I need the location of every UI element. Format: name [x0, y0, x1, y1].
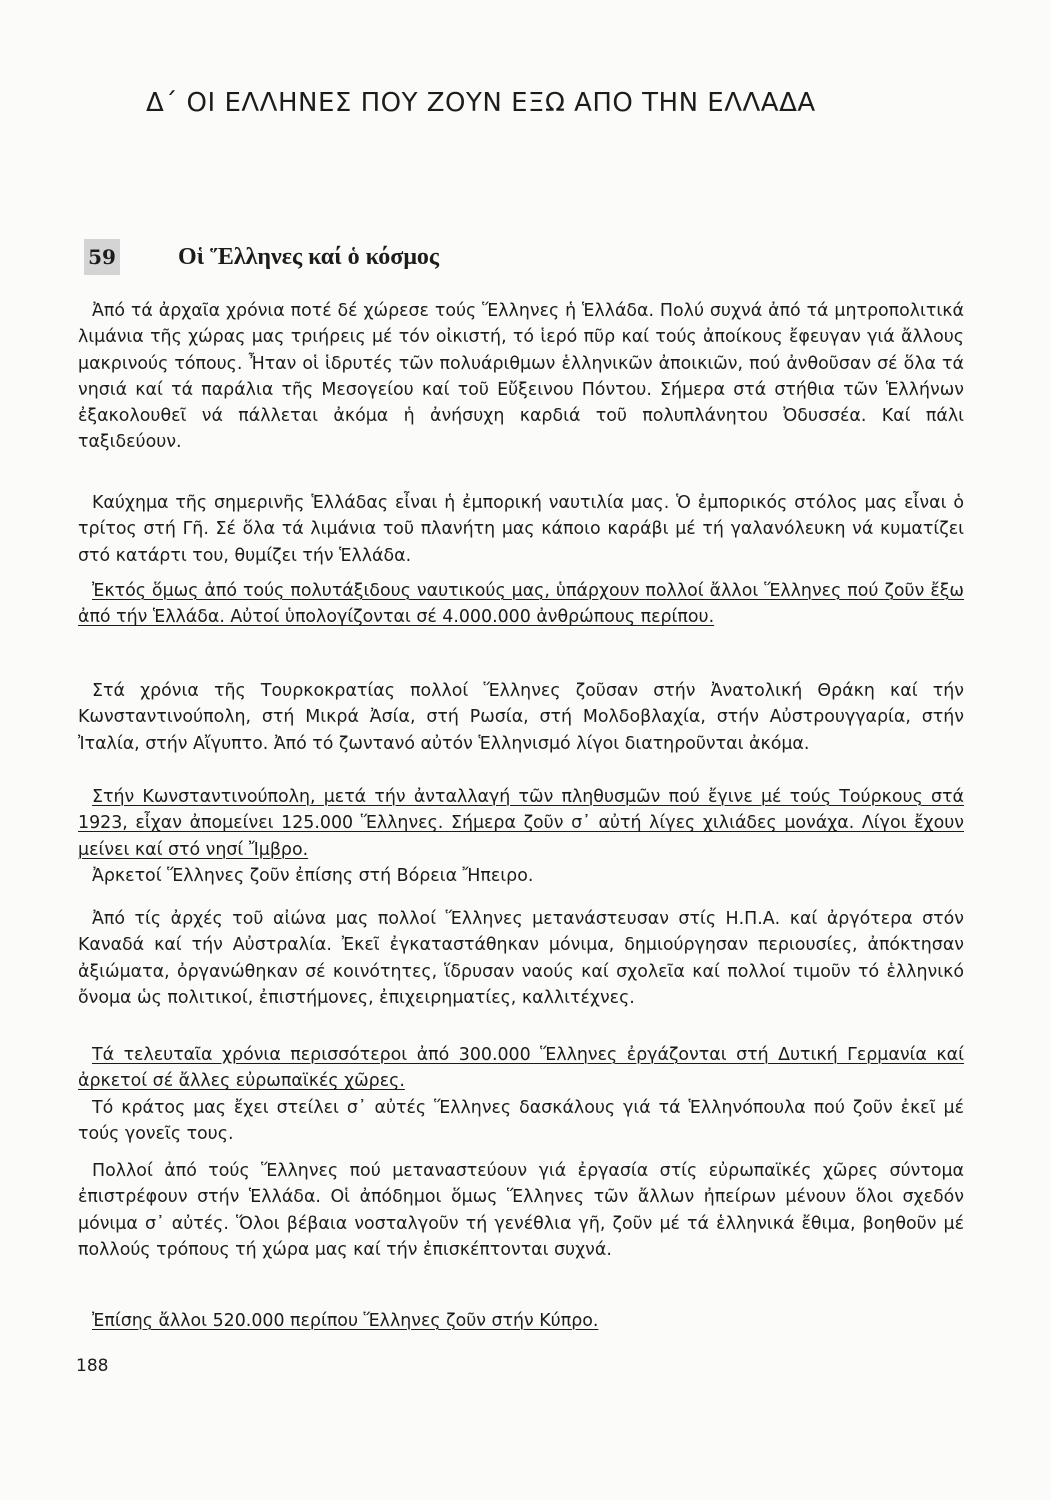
paragraph-greeks-abroad: Ἐκτός ὅμως ἀπό τούς πολυτάξιδους ναυτικούς μας, ὑπάρχουν πολλοί ἄλλοι Ἕλληνες πού ζοῦν ἔξω ἀπό τήν Ἑλλάδα. Αὐτοί ὑπολογίζονται σέ 4.000.000 ἀνθρώπους περίπου. [78, 581, 964, 628]
paragraph-constantinople: Στήν Κωνσταντινούπολη, μετά τήν ἀνταλλαγή τῶν πληθυσμῶν πού ἔγινε μέ τούς Τούρκους στά 1923, εἶχαν ἀπομείνει 125.000 Ἕλληνες. Σήμερα ζοῦν σ᾽ αὐτή λίγες χιλιάδες μονάχα. Λίγοι ἔχουν μείνει καί στό νησί Ἴμβρο. [78, 787, 964, 860]
paragraph-overseas-emigration: Ἀπό τίς ἀρχές τοῦ αἰώνα μας πολλοί Ἕλληνες μετανάστευσαν στίς Η.Π.Α. καί ἀργότερα στόν Καναδά καί τήν Αὐστραλία. Ἐκεῖ ἐγκαταστάθηκαν μόνιμα, δημιούργησαν περιουσίες, ἀπόκτησαν ἀξιώματα, ὀργανώθηκαν σέ κοινότητες, ἵδρυσαν ναούς καί σχολεῖα καί πολλοί τιμοῦν τό ἑλληνικό ὄνομα ὡς πολιτικοί, ἐπιστήμονες, ἐπιχειρηματίες, καλλιτέχνες. [78, 909, 964, 1008]
page-number: 188 [76, 1356, 109, 1376]
lesson-number-badge: 59 [84, 239, 120, 275]
lesson-title: Οἱ Ἕλληνες καί ὁ κόσμος [178, 243, 440, 270]
paragraph-northern-epirus: Ἀρκετοί Ἕλληνες ζοῦν ἐπίσης στή Βόρεια Ἤπειρο. [92, 866, 534, 886]
paragraph-teachers: Τό κράτος μας ἔχει στείλει σ᾽ αὐτές Ἕλληνες δασκάλους γιά τά Ἑλληνόπουλα πού ζοῦν ἐκεῖ μέ τούς γονεῖς τους. [78, 1098, 964, 1145]
paragraph-cyprus: Ἐπίσης ἄλλοι 520.000 περίπου Ἕλληνες ζοῦν στήν Κύπρο. [92, 1311, 599, 1331]
paragraph-ottoman-era: Στά χρόνια τῆς Τουρκοκρατίας πολλοί Ἕλληνες ζοῦσαν στήν Ἀνατολική Θράκη καί τήν Κωνσταντινούπολη, στή Μικρά Ἀσία, στή Ρωσία, στή Μολδοβλαχία, στήν Αὐστρουγγαρία, στήν Ἰταλία, στήν Αἴγυπτο. Ἀπό τό ζωντανό αὐτόν Ἑλληνισμό λίγοι διατηροῦνται ἀκόμα. [78, 681, 964, 754]
chapter-title: Δ΄ ΟΙ ΕΛΛΗΝΕΣ ΠΟΥ ΖΟΥΝ ΕΞΩ ΑΠΟ ΤΗΝ ΕΛΛΑΔΑ [146, 88, 816, 118]
lesson-header [84, 238, 439, 276]
paragraph-return-migration: Πολλοί ἀπό τούς Ἕλληνες πού μεταναστεύουν γιά ἐργασία στίς εὐρωπαϊκές χῶρες σύντομα ἐπιστρέφουν στήν Ἑλλάδα. Οἱ ἀπόδημοι ὅμως Ἕλληνες τῶν ἄλλων ἠπείρων μένουν ὅλοι σχεδόν μόνιμα σ᾽ αὐτές. Ὅλοι βέβαια νοσταλγοῦν τή γενέθλια γῆ, ζοῦν μέ τά ἑλληνικά ἔθιμα, βοηθοῦν μέ πολλούς τρόπους τή χώρα μας καί τήν ἐπισκέπτονται συχνά. [78, 1161, 964, 1260]
paragraph-ancient-colonies: Ἀπό τά ἀρχαῖα χρόνια ποτέ δέ χώρεσε τούς Ἕλληνες ἡ Ἑλλάδα. Πολύ συχνά ἀπό τά μητροπολιτικά λιμάνια τῆς χώρας μας τριήρεις μέ τόν οἰκιστή, τό ἱερό πῦρ καί τούς ἀποίκους ἔφευγαν γιά ἄλλους μακρινούς τόπους. Ἦταν οἱ ἱδρυτές τῶν πολυάριθμων ἑλληνικῶν ἀποικιῶν, πού ἀνθοῦσαν σέ ὅλα τά νησιά καί τά παράλια τῆς Μεσογείου καί τοῦ Εὔξεινου Πόντου. Σήμερα στά στήθια τῶν Ἑλλήνων ἐξακολουθεῖ νά πάλλεται ἀκόμα ἡ ἀνήσυχη καρδιά τοῦ πολυπλάνητου Ὀδυσσέα. Καί πάλι ταξιδεύουν. [78, 301, 964, 453]
paragraph-west-germany: Τά τελευταῖα χρόνια περισσότεροι ἀπό 300.000 Ἕλληνες ἐργάζονται στή Δυτική Γερμανία καί ἀρκετοί σέ ἄλλες εὐρωπαϊκές χῶρες. [78, 1045, 964, 1092]
paragraph-merchant-fleet: Καύχημα τῆς σημερινῆς Ἑλλάδας εἶναι ἡ ἐμπορική ναυτιλία μας. Ὁ ἐμπορικός στόλος μας εἶναι ὁ τρίτος στή Γῆ. Σέ ὅλα τά λιμάνια τοῦ πλανήτη μας κάποιο καράβι μέ τή γαλανόλευκη νά κυματίζει στό κατάρτι του, θυμίζει τήν Ἑλλάδα. [78, 493, 964, 566]
